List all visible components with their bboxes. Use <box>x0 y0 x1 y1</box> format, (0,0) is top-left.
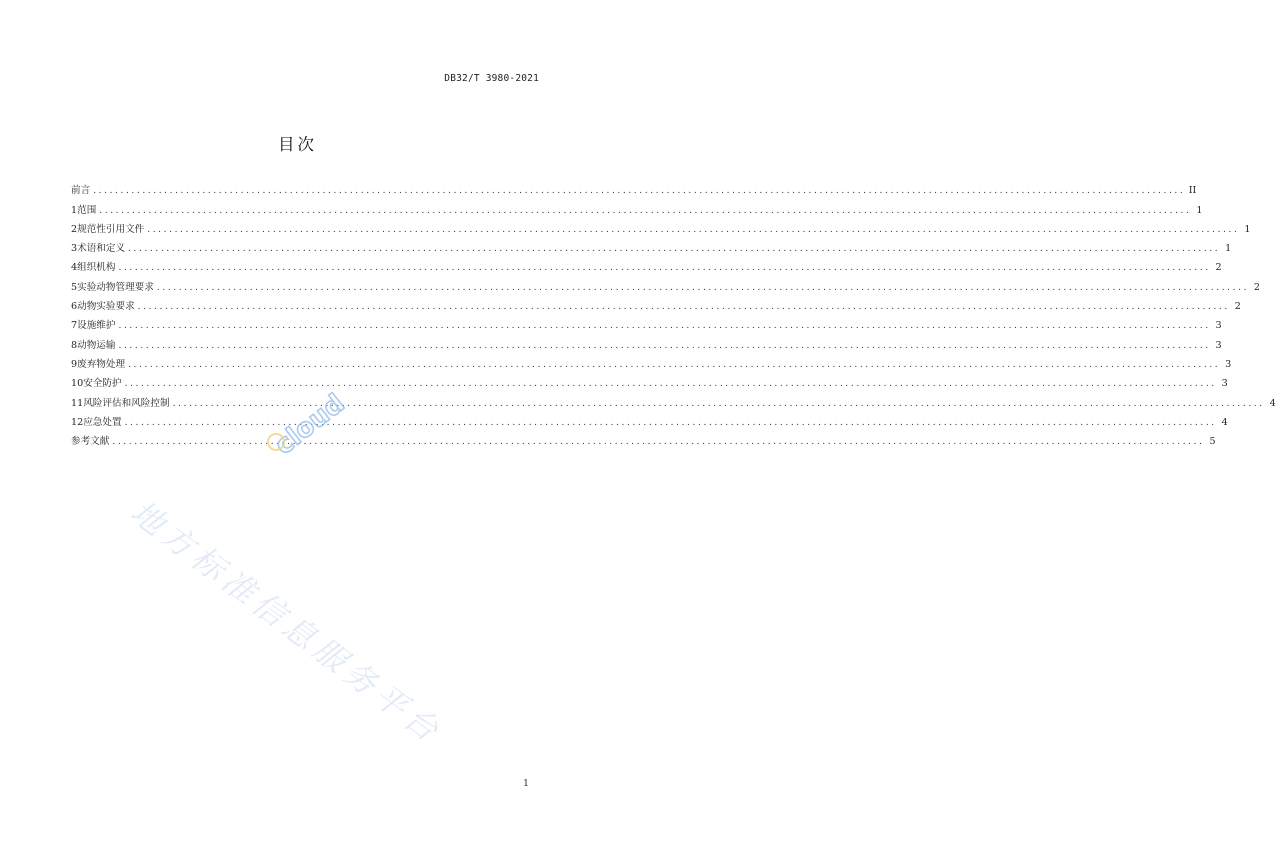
toc-item[interactable] <box>71 217 1251 236</box>
toc-item-page: 3 <box>1215 320 1222 332</box>
toc-dot-leader: ........................................................................................................................................................................................................ <box>118 321 1211 332</box>
toc-dot-leader: ........................................................................................................................................................................................................ <box>128 359 1221 370</box>
toc-item-page: 4 <box>1269 397 1276 409</box>
toc-item-page: 3 <box>1225 358 1232 370</box>
toc-item-number: 7 <box>71 320 78 332</box>
toc-item-number: 2 <box>71 223 78 235</box>
toc-item-page: 3 <box>1215 339 1222 351</box>
toc-item[interactable] <box>71 313 1222 332</box>
toc-item[interactable] <box>71 255 1222 274</box>
toc-item-label: 参考文献 <box>71 436 110 448</box>
toc-item-label: 术语和定义 <box>77 243 126 255</box>
toc-item-label: 应急处置 <box>83 416 122 428</box>
toc-item-page: II <box>1188 185 1197 197</box>
toc-item-number: 11 <box>71 397 84 409</box>
toc-item-page: 1 <box>1225 243 1232 255</box>
toc-dot-leader: ........................................................................................................................................................................................................ <box>124 417 1217 428</box>
watermark-logo <box>262 388 354 462</box>
toc-item-number: 1 <box>71 204 78 216</box>
toc-dot-leader: ........................................................................................................................................................................................................ <box>118 263 1211 274</box>
toc-item[interactable] <box>71 197 1203 216</box>
toc-item-page: 4 <box>1221 416 1228 428</box>
toc-item-page: 2 <box>1253 281 1261 293</box>
toc-item-number: 8 <box>71 339 78 351</box>
toc-item[interactable] <box>71 294 1241 313</box>
toc-dot-leader: ........................................................................................................................................................................................................ <box>147 224 1240 235</box>
toc-item-number: 12 <box>71 416 84 428</box>
toc-dot-leader: ........................................................................................................................................................................................................ <box>118 340 1211 351</box>
toc-item-label: 废弃物处理 <box>77 358 126 370</box>
toc-item-label: 前言 <box>71 185 91 197</box>
toc-dot-leader: ........................................................................................................................................................................................................ <box>128 244 1221 255</box>
page-title: 目次 <box>278 135 317 154</box>
toc-dot-leader: ........................................................................................................................................................................................................ <box>137 302 1230 313</box>
toc-item-number: 9 <box>71 358 78 370</box>
toc-item-page: 2 <box>1234 301 1241 313</box>
toc-item-page: 1 <box>1244 223 1251 235</box>
toc-dot-leader: ........................................................................................................................................................................................................ <box>93 186 1186 197</box>
toc-item-page: 1 <box>1196 204 1203 216</box>
footer-page-number: 1 <box>522 778 529 789</box>
toc-item[interactable] <box>71 332 1222 351</box>
toc-item-number: 5 <box>71 281 78 293</box>
watermark-text: 地方标准信息服务平台 <box>123 492 450 752</box>
toc-item-label: 设施维护 <box>77 320 116 332</box>
toc-item[interactable] <box>71 274 1261 293</box>
toc-item-label: 安全防护 <box>83 378 122 390</box>
toc-item-page: 2 <box>1215 262 1222 274</box>
toc-item-number: 10 <box>71 378 84 390</box>
toc-item-label: 风险评估和风险控制 <box>83 397 170 409</box>
toc-item-number: 3 <box>71 243 78 255</box>
toc-item[interactable] <box>71 178 1197 197</box>
toc-item[interactable] <box>71 236 1232 255</box>
toc-item-number: 6 <box>71 301 78 313</box>
toc-item-label: 动物实验要求 <box>77 301 135 313</box>
toc-dot-leader: ........................................................................................................................................................................................................ <box>112 437 1205 448</box>
toc-dot-leader: ........................................................................................................................................................................................................ <box>99 205 1192 216</box>
toc-dot-leader: ........................................................................................................................................................................................................ <box>156 282 1250 293</box>
toc-item-number: 4 <box>71 262 78 274</box>
toc-item-label: 范围 <box>77 204 97 216</box>
document-code: DB32/T 3980-2021 <box>444 73 539 84</box>
toc-item-label: 实验动物管理要求 <box>77 281 154 293</box>
toc-item-label: 规范性引用文件 <box>77 223 145 235</box>
toc-item-page: 5 <box>1209 436 1216 448</box>
toc-item[interactable] <box>71 352 1232 371</box>
toc-item[interactable] <box>71 371 1228 390</box>
toc-item-label: 动物运输 <box>77 339 116 351</box>
toc-item-label: 组织机构 <box>77 262 116 274</box>
toc-dot-leader: ........................................................................................................................................................................................................ <box>124 379 1217 390</box>
watermark-logo-text: cloud <box>269 388 351 462</box>
toc-dot-leader: ........................................................................................................................................................................................................ <box>172 398 1265 409</box>
toc-item-page: 3 <box>1221 378 1228 390</box>
